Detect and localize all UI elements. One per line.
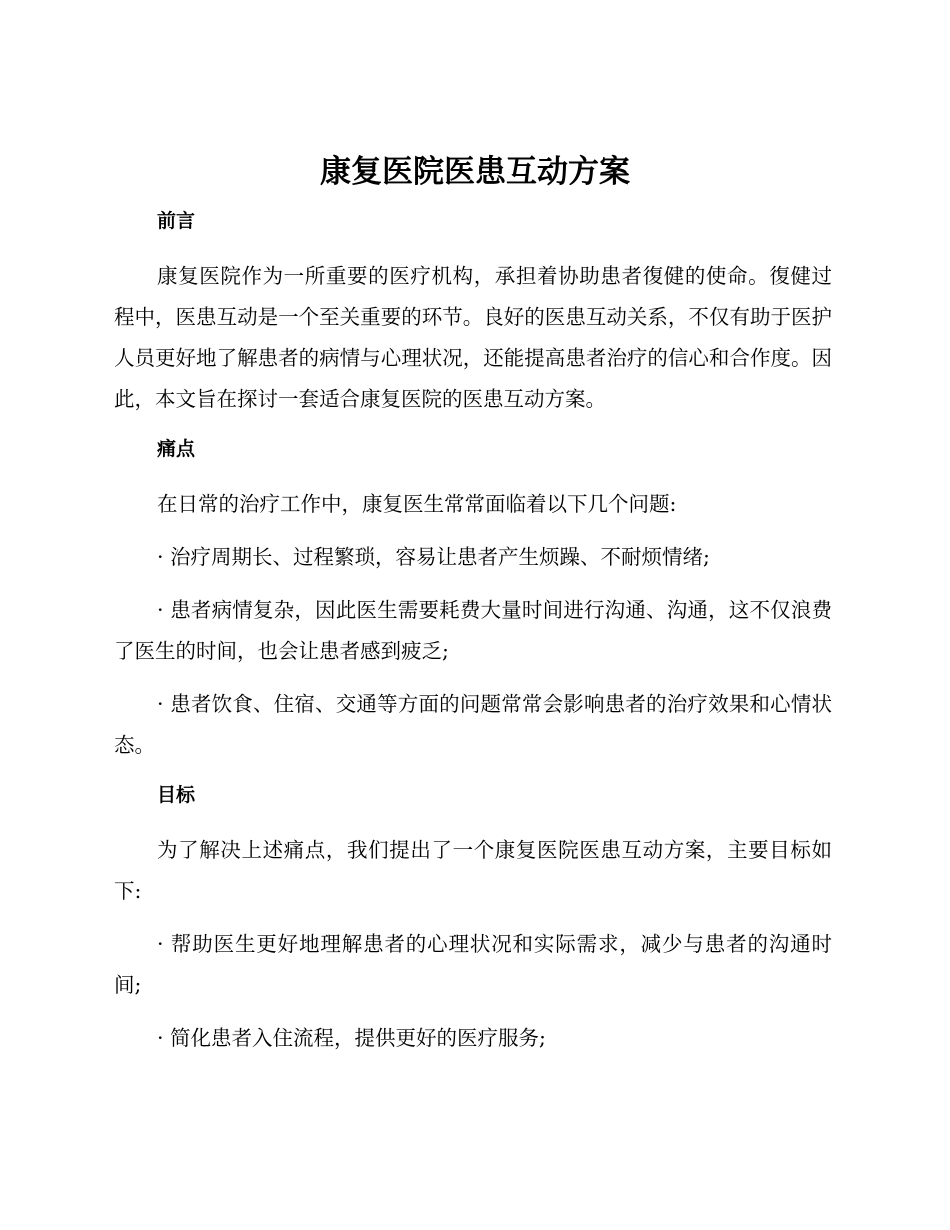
- goal-item: · 简化患者入住流程，提供更好的医疗服务;: [157, 1026, 546, 1050]
- pain-point-item: · 治疗周期长、过程繁琐，容易让患者产生烦躁、不耐烦情绪;: [157, 545, 710, 569]
- preface-paragraph: 康复医院作为一所重要的医疗机构，承担着协助患者復健的使命。復健过程中，医患互动是一个至关重要的环节。良好的医患互动关系，不仅有助于医护人员更好地了解患者的病情与心理状况，还能提高患者治疗的信心和合作度。因此，本文旨在探讨一套适合康复医院的医患互动方案。: [114, 264, 832, 411]
- pain-point-item: · 患者病情复杂，因此医生需要耗费大量时间进行沟通、沟通，这不仅浪费了医生的时间，也会让患者感到疲乏;: [114, 598, 832, 663]
- pain-points-intro: 在日常的治疗工作中，康复医生常常面临着以下几个问题:: [157, 492, 677, 516]
- document-body: [114, 206, 832, 1071]
- goal-item: · 帮助医生更好地理解患者的心理状况和实际需求，减少与患者的沟通时间;: [114, 932, 832, 997]
- goals-intro: 为了解决上述痛点，我们提出了一个康复医院医患互动方案，主要目标如下:: [114, 838, 832, 903]
- pain-point-item: · 患者饮食、住宿、交通等方面的问题常常会影响患者的治疗效果和心情状态。: [114, 692, 832, 757]
- section-heading-pain-points: 痛点: [157, 438, 196, 460]
- section-heading-goals: 目标: [157, 784, 196, 806]
- section-heading-preface: 前言: [157, 210, 196, 232]
- document-title: 康复医院医患互动方案: [320, 154, 630, 190]
